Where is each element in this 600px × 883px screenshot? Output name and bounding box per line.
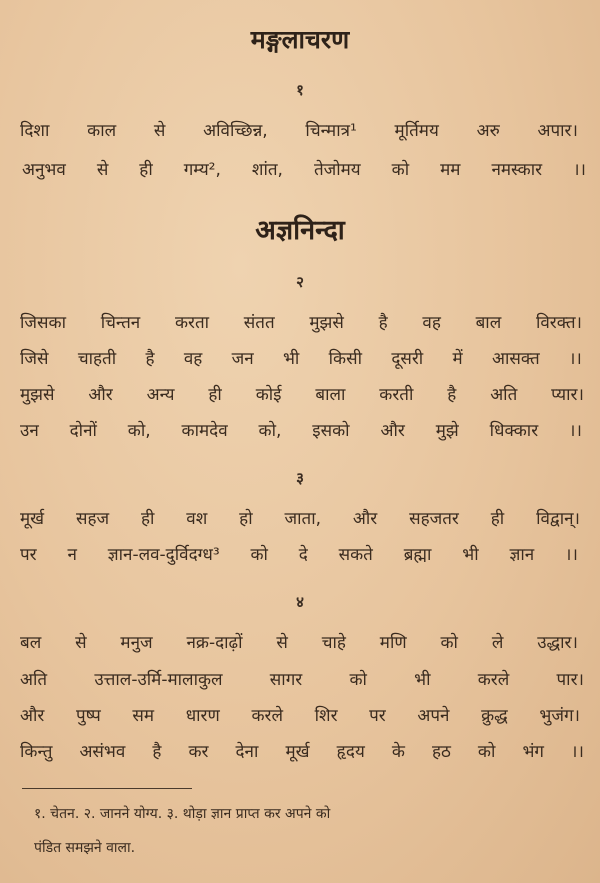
- verse-word: प्यार।: [551, 385, 584, 405]
- verse-word: बल: [20, 633, 42, 653]
- verse-word: को: [477, 742, 496, 762]
- verse-word: किसी: [328, 349, 363, 369]
- verse-word: दिशा: [20, 121, 50, 141]
- verse-word: ज्ञान: [509, 545, 535, 565]
- verse-word: हठ: [431, 742, 451, 762]
- verse-word: और: [352, 509, 378, 529]
- verse-number-2: २: [296, 273, 304, 291]
- verse-word: वह: [183, 349, 203, 369]
- verse-word: आसक्त: [492, 349, 540, 369]
- verse-word: सहज: [75, 509, 110, 529]
- verse-word: में: [452, 349, 463, 369]
- verse-word: सागर: [269, 670, 303, 690]
- verse-line: [0, 630, 600, 653]
- verse-word: से: [96, 160, 109, 180]
- verse-line: [0, 382, 600, 405]
- verse-word: मुझसे: [309, 313, 344, 333]
- verse-word: संतत: [243, 313, 275, 333]
- verse-2-line-1: [20, 310, 582, 333]
- verse-word: मूर्ख: [20, 509, 45, 529]
- verse-word: चिन्तन: [100, 313, 141, 333]
- verse-word: से: [75, 633, 87, 653]
- verse-word: जिसे: [20, 349, 49, 369]
- verse-word: वह: [422, 313, 441, 333]
- verse-word: को: [391, 160, 410, 180]
- verse-3-line-2: [20, 542, 578, 565]
- verse-word: भी: [282, 349, 300, 369]
- verse-word: भी: [462, 545, 479, 565]
- verse-word: है: [378, 313, 388, 333]
- heading-agyaninda: अज्ञनिन्दा: [255, 215, 345, 246]
- verse-word: सम: [132, 706, 155, 726]
- verse-word: और: [380, 421, 405, 441]
- verse-word: को,: [127, 421, 151, 441]
- verse-word: को: [250, 545, 268, 565]
- verse-word: चाहे: [321, 633, 346, 653]
- verse-word: हृदय: [336, 742, 365, 762]
- verse-word: कोई: [255, 385, 282, 405]
- verse-word: है: [152, 742, 162, 762]
- verse-word: नक्र-दाढ़ों: [186, 633, 243, 653]
- verse-word: भंग: [522, 742, 544, 762]
- verse-word: पुष्प: [75, 706, 101, 726]
- verse-word: न: [67, 545, 77, 565]
- verse-word: ज्ञान-लव-दुर्विदग्ध³: [107, 545, 220, 565]
- verse-word: ही: [140, 509, 155, 529]
- verse-word: अपने: [417, 706, 450, 726]
- verse-word: मुझसे: [20, 385, 55, 405]
- verse-word: को: [440, 633, 458, 653]
- verse-line: [0, 157, 600, 180]
- verse-word: शिर: [314, 706, 338, 726]
- verse-word: के: [391, 742, 405, 762]
- verse-3-line-1: [20, 506, 580, 529]
- verse-word: वश: [186, 509, 208, 529]
- verse-word: गम्य²,: [183, 160, 221, 180]
- verse-2-line-4: [20, 418, 582, 441]
- verse-word: करले: [251, 706, 283, 726]
- verse-line: [0, 118, 600, 141]
- verse-word: देना: [235, 742, 259, 762]
- verse-word: पार।: [556, 670, 584, 690]
- verse-word: ही: [208, 385, 222, 405]
- verse-line: [0, 667, 600, 690]
- verse-word: इसको: [312, 421, 350, 441]
- verse-word: कामदेव: [181, 421, 228, 441]
- verse-word: ही: [139, 160, 153, 180]
- verse-word: मुझे: [435, 421, 459, 441]
- footnote-line-1: १. चेतन. २. जानने योग्य. ३. थोड़ा ज्ञान प्राप्त कर अपने को: [34, 806, 331, 822]
- verse-word: को: [349, 670, 367, 690]
- verse-word: ।।: [565, 545, 578, 565]
- verse-word: से: [276, 633, 288, 653]
- verse-word: अपार।: [537, 121, 578, 141]
- verse-word: मम: [440, 160, 461, 180]
- verse-word: को,: [258, 421, 282, 441]
- verse-word: चाहती: [77, 349, 117, 369]
- verse-word: धारण: [185, 706, 220, 726]
- verse-word: पर: [369, 706, 386, 726]
- verse-word: उन: [20, 421, 39, 441]
- verse-4-line-2: [20, 667, 584, 690]
- verse-1-line-1: [20, 118, 578, 141]
- verse-word: ।।: [571, 742, 584, 762]
- verse-word: जिसका: [20, 313, 66, 333]
- verse-line: [0, 310, 600, 333]
- verse-4-line-4: [20, 739, 584, 762]
- verse-word: ले: [491, 633, 504, 653]
- verse-word: मूर्तिमय: [394, 121, 439, 141]
- verse-word: अविच्छिन्न,: [203, 121, 268, 141]
- verse-word: उत्ताल-उर्मि-मालाकुल: [94, 670, 223, 690]
- footnote-divider: [22, 788, 192, 789]
- verse-word: तेजोमय: [313, 160, 361, 180]
- verse-word: और: [20, 706, 45, 726]
- verse-word: चिन्मात्र¹: [305, 121, 357, 141]
- verse-word: करती: [379, 385, 414, 405]
- verse-number-3: ३: [296, 469, 304, 487]
- verse-word: बाल: [475, 313, 502, 333]
- verse-word: धिक्कार: [489, 421, 539, 441]
- verse-word: मूर्ख: [285, 742, 310, 762]
- verse-word: दे: [298, 545, 308, 565]
- verse-word: क्रुद्ध: [481, 706, 508, 726]
- verse-word: अरु: [476, 121, 500, 141]
- verse-word: से: [153, 121, 166, 141]
- verse-number-1: १: [296, 81, 304, 99]
- verse-word: करले: [477, 670, 510, 690]
- verse-word: विरक्त।: [535, 313, 582, 333]
- verse-word: जाता,: [284, 509, 321, 529]
- verse-word: ।।: [573, 160, 586, 180]
- verse-2-line-2: [20, 346, 582, 369]
- verse-word: अनुभव: [22, 160, 66, 180]
- verse-4-line-1: [20, 630, 578, 653]
- verse-word: शांत,: [251, 160, 283, 180]
- verse-word: ।।: [569, 421, 582, 441]
- verse-word: है: [447, 385, 457, 405]
- verse-number-4: ४: [296, 593, 304, 611]
- verse-1-line-2: [22, 157, 586, 180]
- verse-word: हो: [239, 509, 253, 529]
- verse-4-line-3: [20, 703, 580, 726]
- verse-word: और: [88, 385, 113, 405]
- verse-word: भी: [414, 670, 431, 690]
- verse-word: मनुज: [120, 633, 153, 653]
- verse-word: सहजतर: [409, 509, 459, 529]
- verse-word: दोनों: [69, 421, 97, 441]
- verse-line: [0, 506, 600, 529]
- verse-word: है: [145, 349, 155, 369]
- verse-2-line-3: [20, 382, 584, 405]
- verse-line: [0, 703, 600, 726]
- footnote-line-2: पंडित समझने वाला.: [34, 840, 136, 856]
- verse-word: दूसरी: [391, 349, 424, 369]
- verse-word: बाला: [315, 385, 346, 405]
- verse-word: विद्वान्।: [536, 509, 580, 529]
- verse-word: अति: [20, 670, 48, 690]
- heading-mangalacharan: मङ्गलाचरण: [250, 25, 350, 54]
- verse-word: अन्य: [146, 385, 175, 405]
- verse-word: कर: [188, 742, 209, 762]
- verse-line: [0, 346, 600, 369]
- verse-word: सकते: [338, 545, 373, 565]
- verse-word: उद्धार।: [537, 633, 578, 653]
- verse-word: जन: [231, 349, 254, 369]
- verse-line: [0, 542, 600, 565]
- verse-word: किन्तु: [20, 742, 53, 762]
- verse-word: करता: [174, 313, 210, 333]
- verse-line: [0, 739, 600, 762]
- verse-word: मणि: [379, 633, 407, 653]
- verse-word: काल: [87, 121, 117, 141]
- verse-word: असंभव: [79, 742, 126, 762]
- verse-word: ।।: [568, 349, 582, 369]
- verse-word: ब्रह्मा: [403, 545, 432, 565]
- verse-line: [0, 418, 600, 441]
- verse-word: अति: [490, 385, 518, 405]
- verse-word: भुजंग।: [539, 706, 580, 726]
- verse-word: नमस्कार: [491, 160, 543, 180]
- verse-word: पर: [20, 545, 37, 565]
- verse-word: ही: [490, 509, 505, 529]
